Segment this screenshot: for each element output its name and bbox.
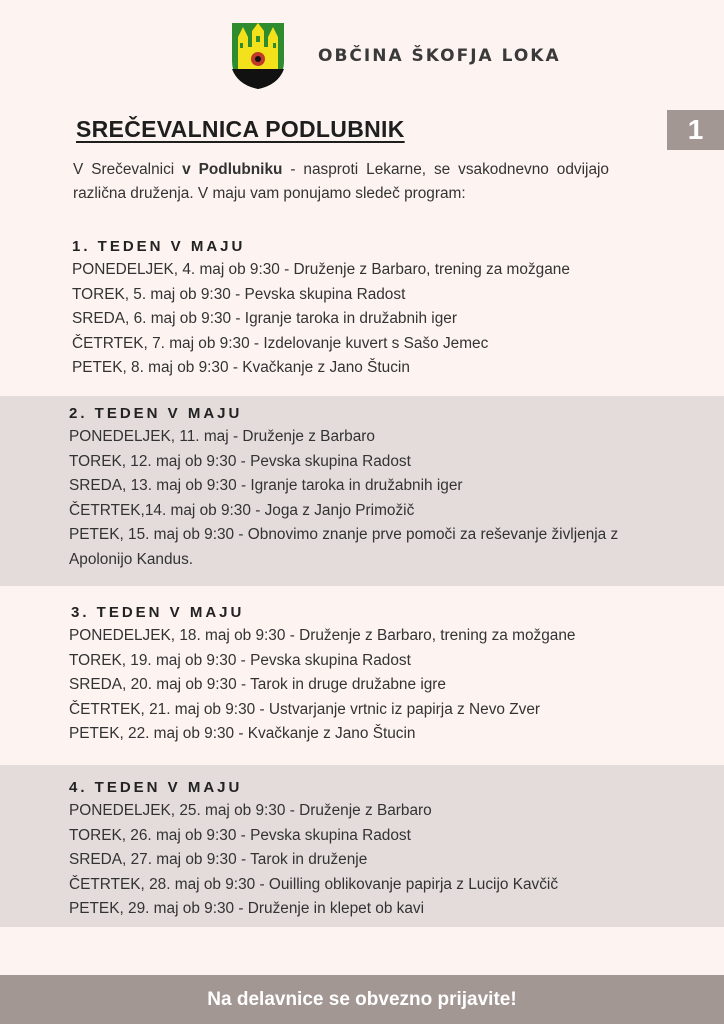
week-4-title: 4. TEDEN V MAJU [69, 779, 243, 796]
schedule-item: PETEK, 15. maj ob 9:30 - Obnovimo znanje prve pomoči za reševanje življenja z Apolonijo Kandus. [69, 526, 619, 568]
schedule-item: PONEDELJEK, 18. maj ob 9:30 - Druženje z Barbaro, trening za možgane [69, 627, 576, 644]
schedule-item: PONEDELJEK, 11. maj - Druženje z Barbaro [69, 428, 375, 445]
municipality-name: OBČINA ŠKOFJA LOKA [318, 46, 561, 66]
page-number-badge: 1 [667, 110, 724, 150]
coat-of-arms-icon [230, 21, 286, 91]
schedule-item: PETEK, 8. maj ob 9:30 - Kvačkanje z Jano Štucin [72, 359, 410, 376]
intro-text [73, 158, 609, 206]
header [230, 20, 561, 92]
intro-part1: V Srečevalnici [73, 161, 183, 178]
schedule-item: TOREK, 5. maj ob 9:30 - Pevska skupina Radost [72, 285, 406, 303]
schedule-item: TOREK, 12. maj ob 9:30 - Pevska skupina Radost [69, 452, 411, 470]
week-3-title: 3. TEDEN V MAJU [71, 604, 245, 621]
schedule-item: ČETRTEK,14. maj ob 9:30 - Joga z Janjo Primožič [69, 501, 415, 519]
week-4-section [0, 765, 724, 927]
week-2-section [0, 396, 724, 586]
schedule-item: SREDA, 27. maj ob 9:30 - Tarok in druženje [69, 851, 368, 868]
schedule-item: SREDA, 20. maj ob 9:30 - Tarok in druge družabne igre [69, 676, 446, 693]
week-3-section [0, 602, 724, 762]
schedule-item: PONEDELJEK, 4. maj ob 9:30 - Druženje z Barbaro, trening za možgane [72, 261, 570, 278]
schedule-item: TOREK, 19. maj ob 9:30 - Pevska skupina Radost [69, 651, 411, 669]
week-1-section [0, 236, 724, 396]
intro-location: v Podlubniku [182, 161, 283, 178]
schedule-item: PETEK, 29. maj ob 9:30 - Druženje in klepet ob kavi [69, 900, 425, 917]
intro-part2: - nasproti Lekarne, se vsakodnevno odvijajo različna druženja. V maju vam ponujamo sledeč program: [73, 161, 609, 202]
week-2-title: 2. TEDEN V MAJU [69, 405, 243, 422]
schedule-item: SREDA, 6. maj ob 9:30 - Igranje taroka in družabnih iger [72, 310, 457, 327]
page-title: SREČEVALNICA PODLUBNIK [76, 116, 405, 142]
schedule-item: TOREK, 26. maj ob 9:30 - Pevska skupina Radost [69, 826, 411, 844]
schedule-item: PETEK, 22. maj ob 9:30 - Kvačkanje z Jano Štucin [69, 725, 416, 742]
schedule-item: ČETRTEK, 28. maj ob 9:30 - Ouilling oblikovanje papirja z Lucijo Kavčič [69, 875, 559, 893]
schedule-item: ČETRTEK, 7. maj ob 9:30 - Izdelovanje kuvert s Sašo Jemec [72, 334, 489, 352]
registration-notice: Na delavnice se obvezno prijavite! [0, 975, 724, 1024]
week-1-title: 1. TEDEN V MAJU [72, 238, 246, 255]
schedule-item: SREDA, 13. maj ob 9:30 - Igranje taroka in družabnih iger [69, 477, 463, 494]
schedule-item: ČETRTEK, 21. maj ob 9:30 - Ustvarjanje vrtnic iz papirja z Nevo Zver [69, 700, 541, 718]
schedule-item: PONEDELJEK, 25. maj ob 9:30 - Druženje z Barbaro [69, 802, 432, 819]
